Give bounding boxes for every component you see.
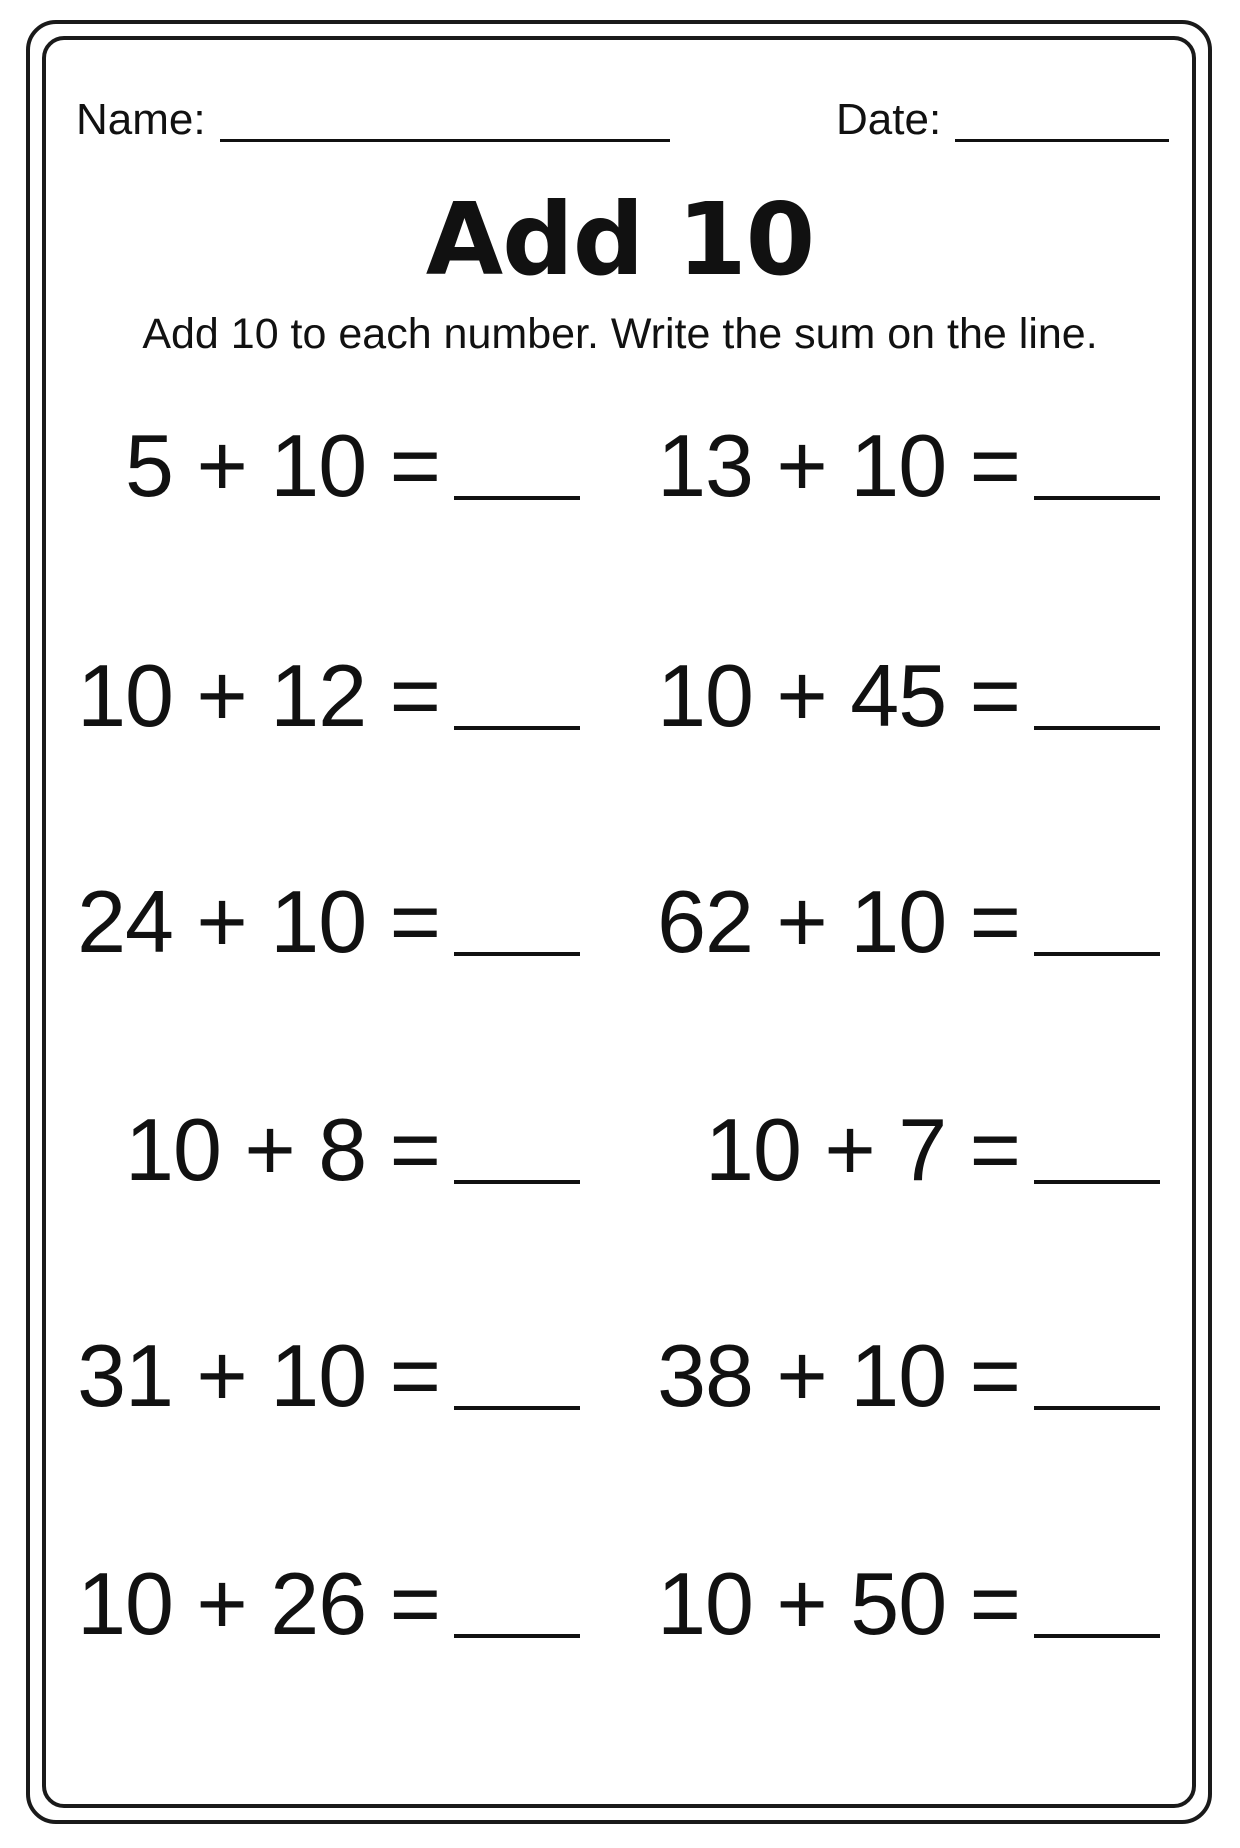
- answer-blank[interactable]: [454, 1634, 580, 1638]
- answer-blank[interactable]: [454, 952, 580, 956]
- problem-equation: 38 + 10 =: [657, 1326, 1020, 1425]
- problem-10: [640, 1326, 1160, 1426]
- answer-blank[interactable]: [1034, 496, 1160, 500]
- name-label: Name:: [76, 95, 206, 144]
- answer-blank[interactable]: [454, 726, 580, 730]
- problem-equation: 10 + 12 =: [77, 646, 440, 745]
- worksheet-title: Add 10: [425, 181, 815, 298]
- answer-blank[interactable]: [1034, 1406, 1160, 1410]
- header-row: [76, 92, 1166, 152]
- date-field: [836, 92, 1169, 148]
- name-answer-line[interactable]: [220, 95, 670, 142]
- instructions: Add 10 to each number. Write the sum on the line.: [142, 310, 1098, 358]
- problem-equation: 10 + 45 =: [657, 646, 1020, 745]
- problem-equation: 62 + 10 =: [657, 872, 1020, 971]
- answer-blank[interactable]: [454, 1406, 580, 1410]
- date-label: Date:: [836, 95, 942, 144]
- problem-8: [640, 1100, 1160, 1200]
- problem-3: [60, 646, 580, 746]
- problem-equation: 10 + 8 =: [125, 1100, 440, 1199]
- answer-blank[interactable]: [454, 1180, 580, 1184]
- answer-blank[interactable]: [1034, 726, 1160, 730]
- answer-blank[interactable]: [1034, 1180, 1160, 1184]
- problem-equation: 13 + 10 =: [657, 416, 1020, 515]
- problem-12: [640, 1554, 1160, 1654]
- problem-2: [640, 416, 1160, 516]
- problem-1: [60, 416, 580, 516]
- problem-equation: 10 + 50 =: [657, 1554, 1020, 1653]
- problem-11: [60, 1554, 580, 1654]
- name-field: [76, 92, 670, 148]
- answer-blank[interactable]: [1034, 952, 1160, 956]
- problem-equation: 5 + 10 =: [125, 416, 440, 515]
- answer-blank[interactable]: [1034, 1634, 1160, 1638]
- problem-equation: 10 + 26 =: [77, 1554, 440, 1653]
- problem-9: [60, 1326, 580, 1426]
- answer-blank[interactable]: [454, 496, 580, 500]
- problem-equation: 24 + 10 =: [77, 872, 440, 971]
- problem-5: [60, 872, 580, 972]
- problem-equation: 10 + 7 =: [705, 1100, 1020, 1199]
- problem-7: [60, 1100, 580, 1200]
- problem-6: [640, 872, 1160, 972]
- problem-equation: 31 + 10 =: [77, 1326, 440, 1425]
- problem-4: [640, 646, 1160, 746]
- date-answer-line[interactable]: [955, 95, 1169, 142]
